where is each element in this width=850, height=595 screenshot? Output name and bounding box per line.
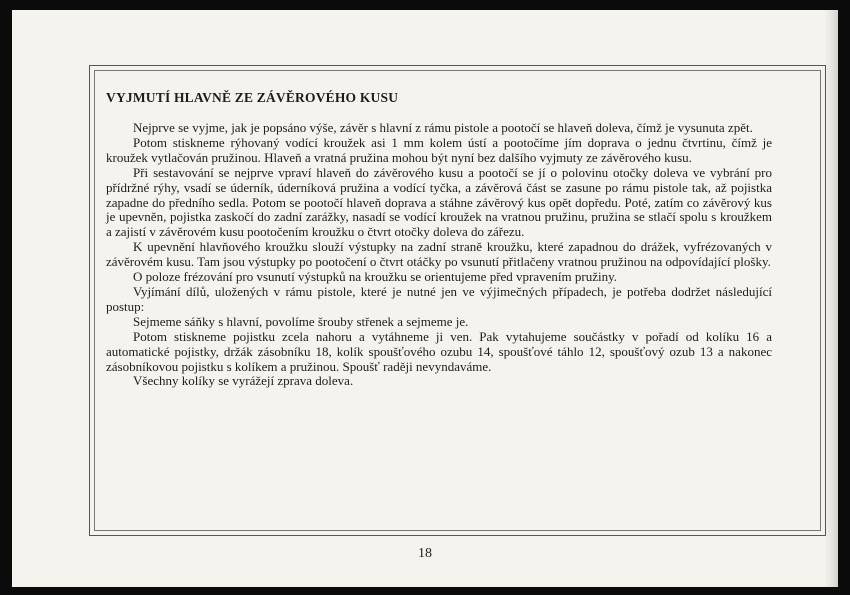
page-number: 18 [418, 546, 432, 561]
paragraph-2: Potom stiskneme rýhovaný vodící kroužek asi 1 mm kolem ústí a pootočíme jím doprava o jednu čtvrtinu, čímž je kroužek vytlačován pružinou. Hlaveň a vratná pružina mohou být nyní bez dalšího vyjmuty ze závěrového kusu. [106, 134, 772, 165]
paragraph-7: Sejmeme sáňky s hlavní, povolíme šrouby střenek a sejmeme je. [133, 313, 469, 329]
article-content [106, 90, 772, 389]
paragraph-4: K upevnění hlavňového kroužku slouží výstupky na zadní straně kroužku, které zapadnou do drážek, vyfrézovaných v závěrovém kusu. Tam jsou výstupky po pootočení o čtvrt otáčky po vsunutí přitlačeny vratnou pružinou na odpovídající plošky. [106, 239, 772, 270]
page-binding-shadow [824, 10, 838, 587]
paragraph-5: O poloze frézování pro vsunutí výstupků na kroužku se orientujeme před vpravením pružiny. [133, 269, 617, 285]
section-heading: VYJMUTÍ HLAVNĚ ZE ZÁVĚROVÉHO KUSU [106, 90, 399, 105]
paragraph-3: Při sestavování se nejprve vpraví hlaveň do závěrového kusu a pootočí se jí o polovinu otočky doleva ve vybrání pro přídržné rýhy, vsadí se úderník, úderníková pružina a vodící tyčka, a závěrová část se zasune po rámu pistole tak, až pojistka zapadne do předního sedla. Potom se pootočí hlaveň doprava a stáhne závěrový kus opět dopředu. Poté, zatím co závěrový kus je upevněn, pojistka zaskočí do zadní zarážky, nasadí se vodící kroužek na vratnou pružinu, pružina se stlačí spolu s kroužkem a zajistí v závěrovém kusu pootočením kroužku o čtvrt otočky doleva do zářezu. [106, 164, 772, 240]
paragraph-9: Všechny kolíky se vyrážejí zprava doleva. [133, 373, 354, 389]
paragraph-1: Nejprve se vyjme, jak je popsáno výše, závěr s hlavní z rámu pistole a pootočí se hlaveň doleva, čímž je vysunuta zpět. [133, 120, 753, 135]
paragraph-6: Vyjímání dílů, uložených v rámu pistole, které je nutné jen ve výjimečných případech, je potřeba dodržet následující postup: [106, 283, 772, 314]
paragraph-8: Potom stiskneme pojistku zcela nahoru a vytáhneme ji ven. Pak vytahujeme součástky v pořadí od kolíku 16 a automatické pojistky, držák zásobníku 18, kolík spoušťového ozubu 14, spoušťové táhlo 12, spoušťový ozub 13 a nakonec zásobníkovou pojistku s kolíkem a pružinou. Spoušť raději nevyndaváme. [106, 328, 772, 374]
